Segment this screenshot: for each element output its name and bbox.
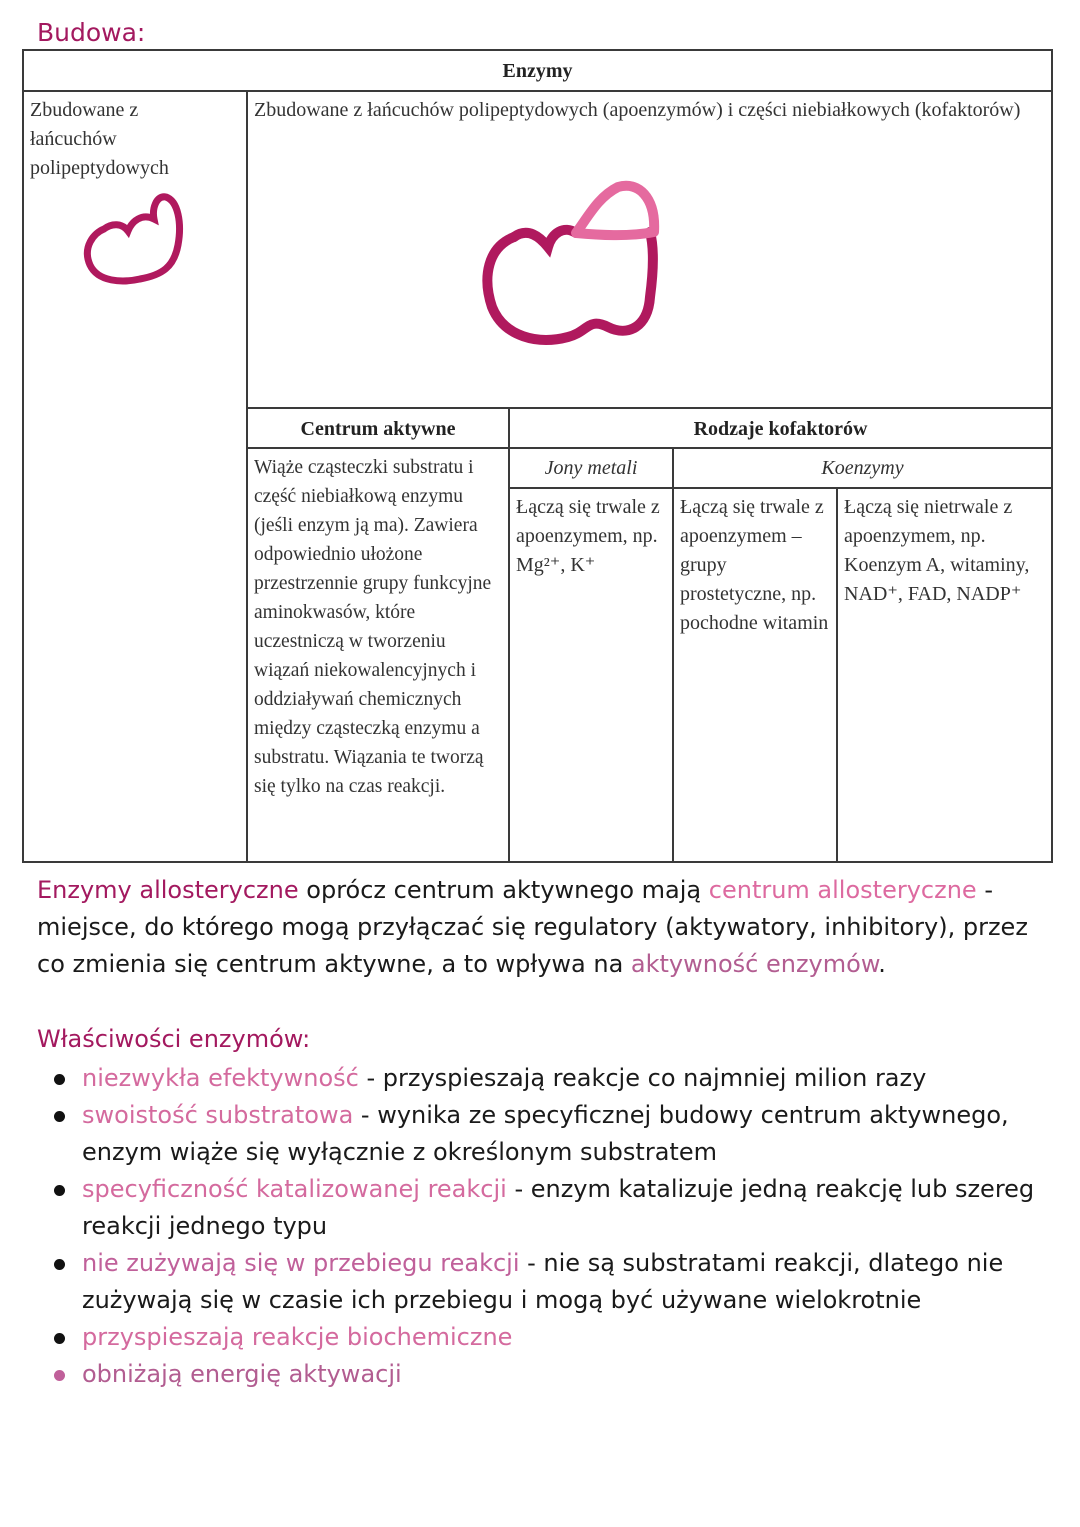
simple-enzyme-cell <box>22 90 248 863</box>
metal-ions-header: Jony metali <box>508 447 674 489</box>
item-term: specyficzność katalizowanej reakcji <box>82 1175 507 1203</box>
prosthetic-groups-text: Łączą się trwale z apoenzymem – grupy prostetyczne, np. pochodne witamin <box>672 487 838 863</box>
item-term: niezwykła efektywność <box>82 1064 359 1092</box>
bullet-icon <box>54 1370 65 1381</box>
list-item <box>38 1097 1048 1171</box>
bullet-icon <box>54 1185 65 1196</box>
active-center-header: Centrum aktywne <box>246 407 510 449</box>
metal-ions-text: Łączą się trwale z apoenzymem, np. Mg²⁺, K⁺ <box>508 487 674 863</box>
text: oprócz centrum aktywnego mają <box>298 876 709 904</box>
list-item <box>38 1171 1048 1245</box>
list-item <box>38 1356 1048 1393</box>
text: - miejsce, do którego mogą przyłączać się regulatory (aktywatory, inhibitory), przez co zmienia się centrum aktywne, a to wpływa na <box>37 876 1028 978</box>
term-enzyme-activity: aktywność enzymów <box>630 950 879 978</box>
complex-enzyme-cell <box>246 90 1053 409</box>
item-term: nie zużywają się w przebiegu reakcji <box>82 1249 520 1277</box>
term-allosteric-enzymes: Enzymy allosteryczne <box>37 876 299 904</box>
item-desc: - enzym katalizuje jedną reakcję lub szereg reakcji jednego typu <box>82 1175 1035 1240</box>
table-title: Enzymy <box>22 49 1053 92</box>
bullet-icon <box>54 1259 65 1270</box>
bullet-icon <box>54 1074 65 1085</box>
cofactors-header: Rodzaje kofaktorów <box>508 407 1053 449</box>
item-desc: - przyspieszają reakcje co najmniej milion razy <box>358 1064 927 1092</box>
complex-enzyme-drawing <box>478 177 678 357</box>
allosteric-paragraph <box>37 872 1057 983</box>
properties-list <box>38 1060 1048 1393</box>
item-term: swoistość substratowa <box>82 1101 354 1129</box>
simple-enzyme-drawing <box>82 187 202 297</box>
list-item <box>38 1319 1048 1356</box>
term-allosteric-center: centrum allosteryczne <box>708 876 977 904</box>
complex-enzyme-text: Zbudowane z łańcuchów polipeptydowych (apoenzymów) i części niebiałkowych (kofaktorów) <box>254 99 1021 121</box>
item-term: przyspieszają reakcje biochemiczne <box>82 1323 513 1351</box>
text: . <box>878 950 886 978</box>
properties-heading: Właściwości enzymów: <box>37 1025 311 1053</box>
item-desc: - nie są substratami reakcji, dlatego nie zużywają się w czasie ich przebiegu i mogą być używane wielokrotnie <box>82 1249 1004 1314</box>
coenzymes-header: Koenzymy <box>672 447 1053 489</box>
section-heading: Budowa: <box>37 18 146 47</box>
coenzymes-text: Łączą się nietrwale z apoenzymem, np. Koenzym A, witaminy, NAD⁺, FAD, NADP⁺ <box>836 487 1053 863</box>
list-item <box>38 1060 1048 1097</box>
bullet-icon <box>54 1111 65 1122</box>
item-desc: - wynika ze specyficznej budowy centrum aktywnego, enzym wiąże się wyłącznie z określonym substratem <box>82 1101 1009 1166</box>
bullet-icon <box>54 1333 65 1344</box>
simple-enzyme-text: Zbudowane z łańcuchów polipeptydowych <box>30 99 169 179</box>
list-item <box>38 1245 1048 1319</box>
item-term: obniżają energię aktywacji <box>82 1360 402 1388</box>
active-center-text: Wiąże cząsteczki substratu i część niebiałkową enzymu (jeśli enzym ją ma). Zawiera odpowiednio ułożone przestrzennie grupy funkcyjne aminokwasów, które uczestniczą w tworzeniu wiązań niekowalencyjnych i oddziaływań chemicznych między cząsteczką enzymu a substratu. Wiązania te tworzą się tylko na czas reakcji. <box>246 447 510 863</box>
